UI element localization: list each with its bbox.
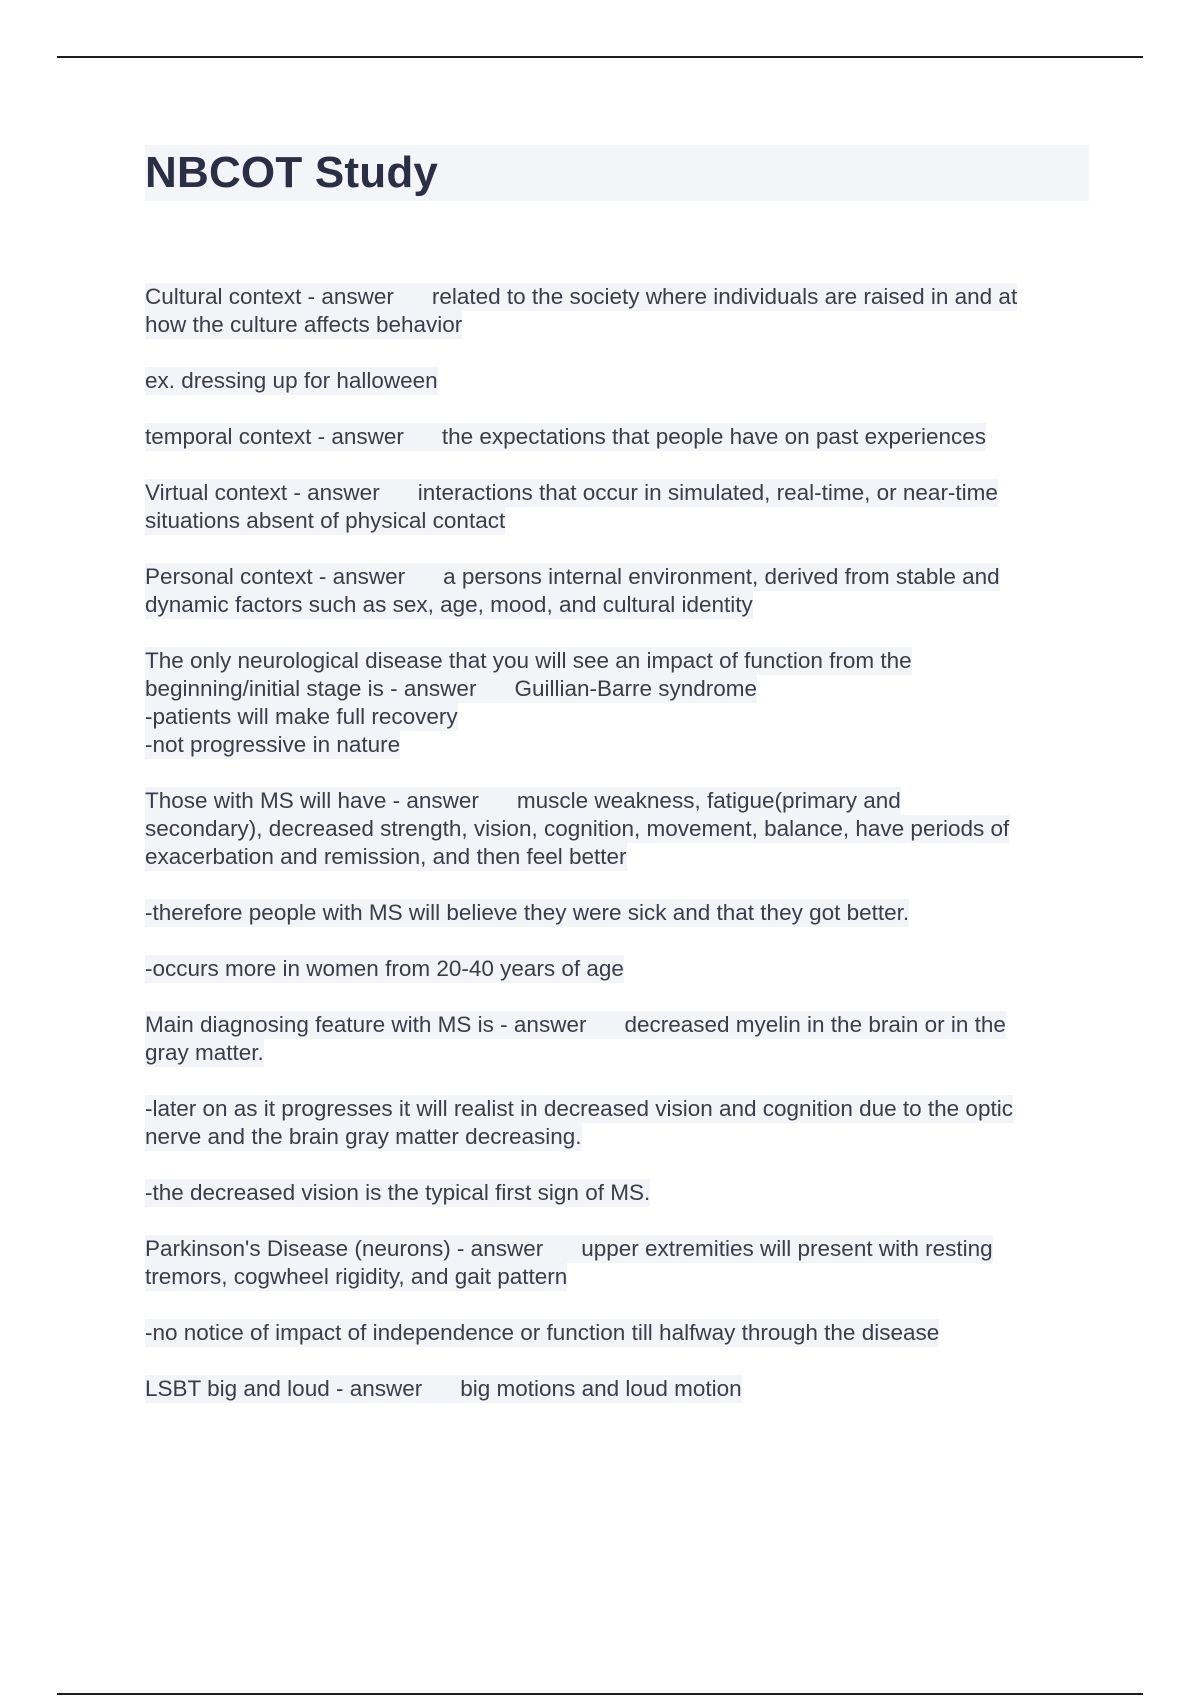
page-top-rule [57,56,1143,58]
flashcard-entry [145,479,1089,535]
question-term: Those with MS will have - answer [145,788,479,813]
body-text: gray matter. [145,1040,264,1065]
flashcard-entry [145,1319,1089,1347]
entry-line [145,507,505,535]
body-text: -occurs more in women from 20-40 years of age [145,956,624,981]
question-term: beginning/initial stage is - answer [145,676,477,701]
body-text: tremors, cogwheel rigidity, and gait pattern [145,1264,568,1289]
entry-line [145,731,400,759]
entry-line [145,563,1000,591]
flashcard-entry [145,367,1089,395]
flashcard-entry [145,1375,1089,1403]
answer-text: a persons internal environment, derived from stable and [443,564,1000,589]
flashcard-entry [145,283,1089,339]
entry-line [145,843,627,871]
entry-line [145,311,462,339]
flashcard-list [145,283,1089,1403]
entry-line [145,675,757,703]
entry-line [145,1235,993,1263]
body-text: situations absent of physical contact [145,508,506,533]
flashcard-entry [145,563,1089,619]
flashcard-entry [145,1011,1089,1067]
question-term: LSBT big and loud - answer [145,1376,423,1401]
entry-line [145,815,1009,843]
question-term: Main diagnosing feature with MS is - answer [145,1012,587,1037]
entry-line [145,1319,939,1347]
entry-line [145,283,1017,311]
body-text: secondary), decreased strength, vision, cognition, movement, balance, have periods of [145,816,1010,841]
body-text: -no notice of impact of independence or function till halfway through the disease [145,1320,940,1345]
answer-text: Guillian-Barre syndrome [514,676,758,701]
entry-line [145,1263,567,1291]
answer-text: related to the society where individuals are raised in and at [431,284,1018,309]
entry-line [145,787,901,815]
entry-line [145,423,986,451]
body-text: -the decreased vision is the typical first sign of MS. [145,1180,651,1205]
entry-line [145,1375,742,1403]
body-text: ex. dressing up for halloween [145,368,438,393]
answer-text: interactions that occur in simulated, real-time, or near-time [417,480,998,505]
body-text: dynamic factors such as sex, age, mood, and cultural identity [145,592,753,617]
entry-line [145,1123,582,1151]
entry-line [145,703,458,731]
entry-line [145,955,624,983]
entry-line [145,1039,264,1067]
question-term: Virtual context - answer [145,480,380,505]
answer-text: the expectations that people have on past experiences [441,424,987,449]
flashcard-entry [145,1179,1089,1207]
body-text: nerve and the brain gray matter decreasing. [145,1124,582,1149]
answer-text: big motions and loud motion [460,1376,742,1401]
body-text: -later on as it progresses it will realist in decreased vision and cognition due to the optic [145,1096,1013,1121]
answer-text: upper extremities will present with resting [581,1236,993,1261]
body-text: how the culture affects behavior [145,312,463,337]
page-bottom-rule [57,1693,1143,1695]
flashcard-entry [145,647,1089,759]
question-term: Personal context - answer [145,564,406,589]
flashcard-entry [145,1095,1089,1151]
title-block [145,145,1089,201]
entry-line [145,647,912,675]
body-text: -not progressive in nature [145,732,401,757]
body-text: -therefore people with MS will believe they were sick and that they got better. [145,900,910,925]
entry-line [145,1095,1013,1123]
question-term: Cultural context - answer [145,284,394,309]
body-text: exacerbation and remission, and then feel better [145,844,627,869]
entry-line [145,479,998,507]
entry-line [145,1179,650,1207]
entry-line [145,591,753,619]
flashcard-entry [145,1235,1089,1291]
question-term: Parkinson's Disease (neurons) - answer [145,1236,544,1261]
entry-line [145,899,909,927]
flashcard-entry [145,955,1089,983]
entry-line [145,1011,1006,1039]
body-text: -patients will make full recovery [145,704,458,729]
page-title: NBCOT Study [145,148,439,197]
entry-line [145,367,438,395]
answer-text: muscle weakness, fatigue(primary and [516,788,901,813]
answer-text: decreased myelin in the brain or in the [624,1012,1006,1037]
flashcard-entry [145,899,1089,927]
body-text: The only neurological disease that you will see an impact of function from the [145,648,912,673]
question-term: temporal context - answer [145,424,404,449]
flashcard-entry [145,787,1089,871]
flashcard-entry [145,423,1089,451]
